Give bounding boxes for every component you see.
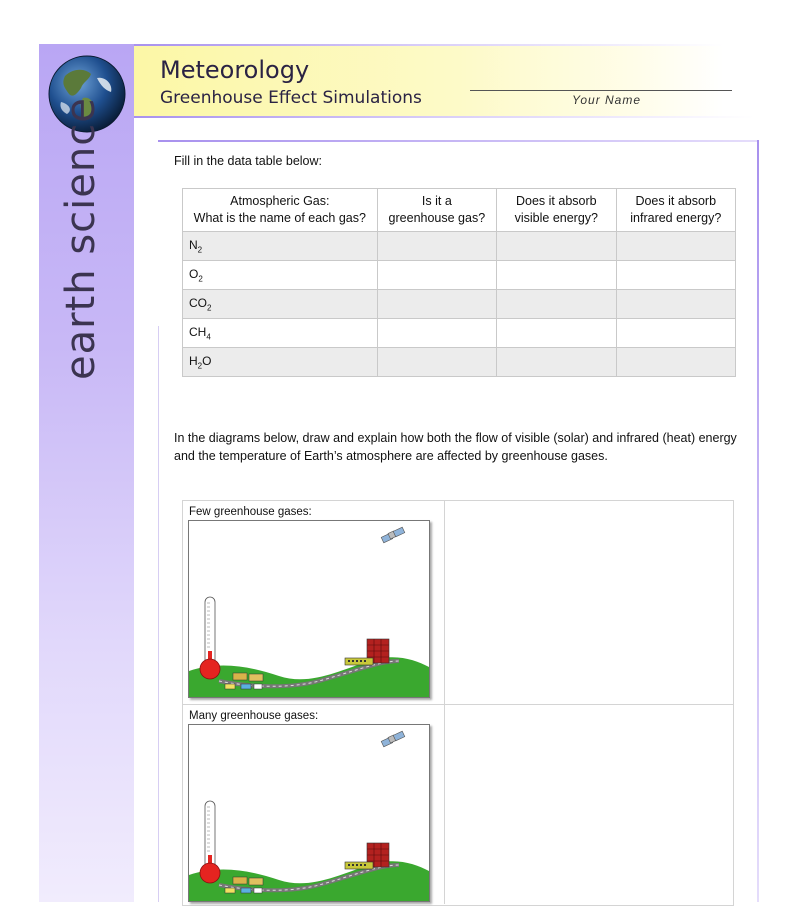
header-bottom-rule [134,116,754,118]
gas-name-cell: $H_2O$ [183,348,378,377]
thermometer-icon [200,801,220,883]
table-instructions: Fill in the data table below: [174,154,323,168]
answer-cell[interactable] [616,348,735,377]
gas-name-cell: $CO_2$ [183,290,378,319]
simulation-scene-many[interactable] [188,724,430,902]
table-row [183,348,736,377]
header-visible: Does it absorb visible energy? [497,189,616,232]
sidebar-title: earth science [58,97,104,380]
diagram-instructions: In the diagrams below, draw and explain how both the flow of visible (solar) and infrared (heat) energy and the temperature of Earth’s atmosphere are affected by greenhouse gases. [174,431,737,463]
answer-cell[interactable] [497,348,616,377]
bus-icon [345,862,373,869]
name-field-line[interactable] [470,90,732,91]
diagram-label-few: Few greenhouse gases: [189,506,312,518]
page-subtitle: Greenhouse Effect Simulations [160,88,422,108]
answer-cell[interactable] [497,232,616,261]
diagram-label-many: Many greenhouse gases: [189,710,319,722]
table-header-row [183,189,736,232]
answer-cell[interactable] [616,261,735,290]
name-field-label: Your Name [572,93,642,107]
answer-cell[interactable] [377,261,496,290]
gas-data-table [182,188,736,377]
content-frame-top [158,140,758,142]
gas-name-cell: $CH_4$ [183,319,378,348]
table-row [183,319,736,348]
table-row [183,232,736,261]
simulation-scene-few[interactable] [188,520,430,698]
answer-cell[interactable] [616,232,735,261]
answer-cell[interactable] [616,319,735,348]
content-frame-right [757,140,759,902]
content-frame-left [158,326,159,902]
answer-cell[interactable] [616,290,735,319]
table-row [183,261,736,290]
page-title: Meteorology [160,56,310,84]
gas-name-cell: $N_2$ [183,232,378,261]
explanation-area-few[interactable] [446,502,732,702]
satellite-icon [381,731,405,747]
answer-cell[interactable] [377,232,496,261]
answer-cell[interactable] [377,290,496,319]
answer-cell[interactable] [497,319,616,348]
thermometer-icon [200,597,220,679]
header-top-rule [134,44,724,46]
header-greenhouse: Is it a greenhouse gas? [377,189,496,232]
satellite-icon [381,527,405,543]
answer-cell[interactable] [377,319,496,348]
header-gas-name: Atmospheric Gas: What is the name of each gas? [183,189,378,232]
answer-cell[interactable] [497,261,616,290]
answer-cell[interactable] [497,290,616,319]
diagram-divider-horizontal [182,704,734,705]
gas-name-cell: $O_2$ [183,261,378,290]
bus-icon [345,658,373,665]
table-row [183,290,736,319]
diagram-divider-vertical [444,500,445,904]
header-infrared: Does it absorb infrared energy? [616,189,735,232]
answer-cell[interactable] [377,348,496,377]
explanation-area-many[interactable] [446,706,732,902]
